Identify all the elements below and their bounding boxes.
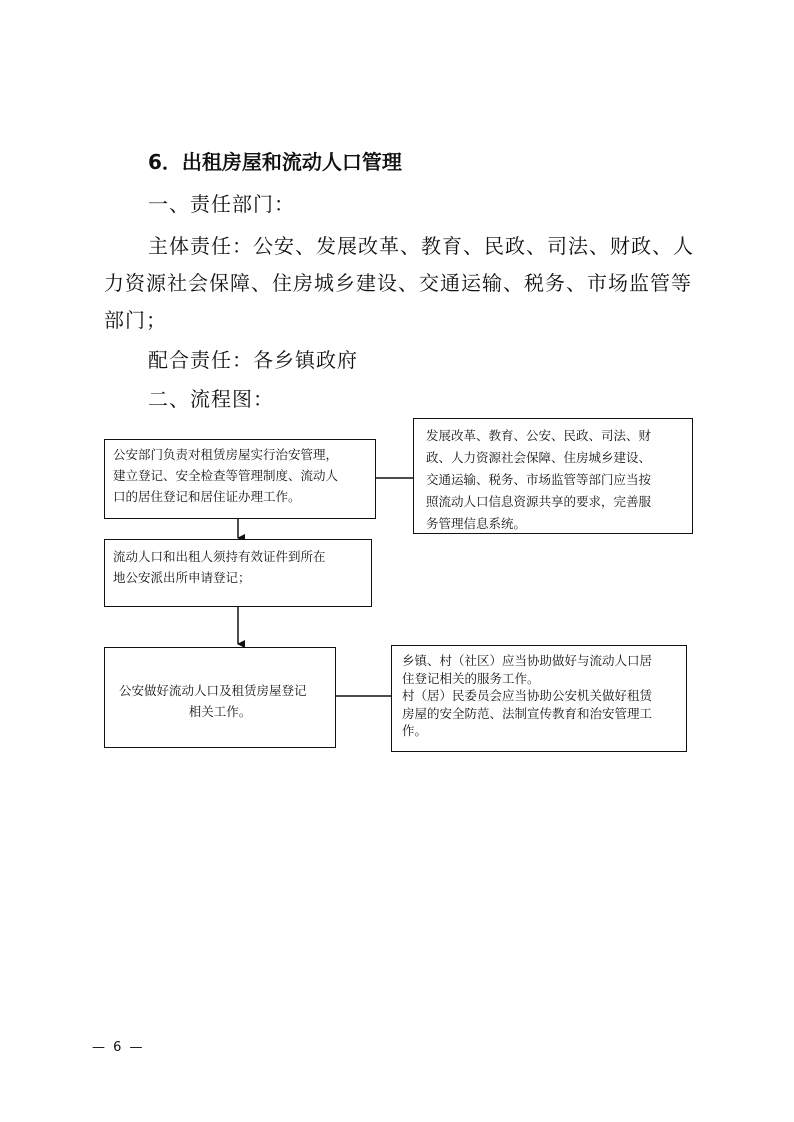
side-box-line: 住登记相关的服务工作。 <box>402 670 540 686</box>
side-box-line: 务管理信息系统。 <box>426 516 527 531</box>
side-box-line: 发展改革、教育、公安、民政、司法、财 <box>426 428 652 443</box>
main-responsibility-line: 部门； <box>104 308 167 332</box>
responsibility-heading: 一、责任部门： <box>148 192 295 216</box>
side-box-townships-villages <box>391 645 687 752</box>
side-box-line: 作。 <box>402 723 428 738</box>
side-box-line: 房屋的安全防范、法制宣传教育和治安管理工 <box>402 705 653 721</box>
flowchart-heading: 二、流程图： <box>148 387 274 411</box>
cooperating-responsibility: 配合责任：各乡镇政府 <box>148 348 358 372</box>
side-box-departments <box>413 418 693 534</box>
side-box-line: 政、人力资源社会保障、住房城乡建设、 <box>426 450 652 465</box>
flow-box-line: 地公安派出所申请登记； <box>113 570 251 585</box>
flow-box-public-security-management <box>104 439 376 519</box>
flow-box-line: 建立登记、安全检查等管理制度、流动人 <box>113 468 339 483</box>
main-responsibility-line: 主体责任：公安、发展改革、教育、民政、司法、财政、人 <box>148 234 694 258</box>
flow-box-registration-work <box>104 647 336 748</box>
page-number: — 6 — <box>92 1040 145 1055</box>
flow-box-line: 口的居住登记和居住证办理工作。 <box>113 489 301 504</box>
side-box-line: 乡镇、村（社区）应当协助做好与流动人口居 <box>402 653 653 668</box>
main-responsibility-line: 力资源社会保障、住房城乡建设、交通运输、税务、市场监管等 <box>104 271 692 295</box>
flow-box-line: 相关工作。 <box>188 704 252 719</box>
flow-box-line: 公安做好流动人口及租赁房屋登记 <box>119 683 307 698</box>
flow-box-line: 流动人口和出租人须持有效证件到所在 <box>113 549 326 564</box>
flow-box-registration-application <box>104 539 372 607</box>
side-box-line: 照流动人口信息资源共享的要求，完善服 <box>426 494 652 509</box>
side-box-line: 村（居）民委员会应当协助公安机关做好租赁 <box>402 688 653 703</box>
side-box-line: 交通运输、税务、市场监管等部门应当按 <box>426 472 652 487</box>
section-title: 6．出租房屋和流动人口管理 <box>148 150 402 174</box>
flow-box-line: 公安部门负责对租赁房屋实行治安管理， <box>113 447 339 462</box>
